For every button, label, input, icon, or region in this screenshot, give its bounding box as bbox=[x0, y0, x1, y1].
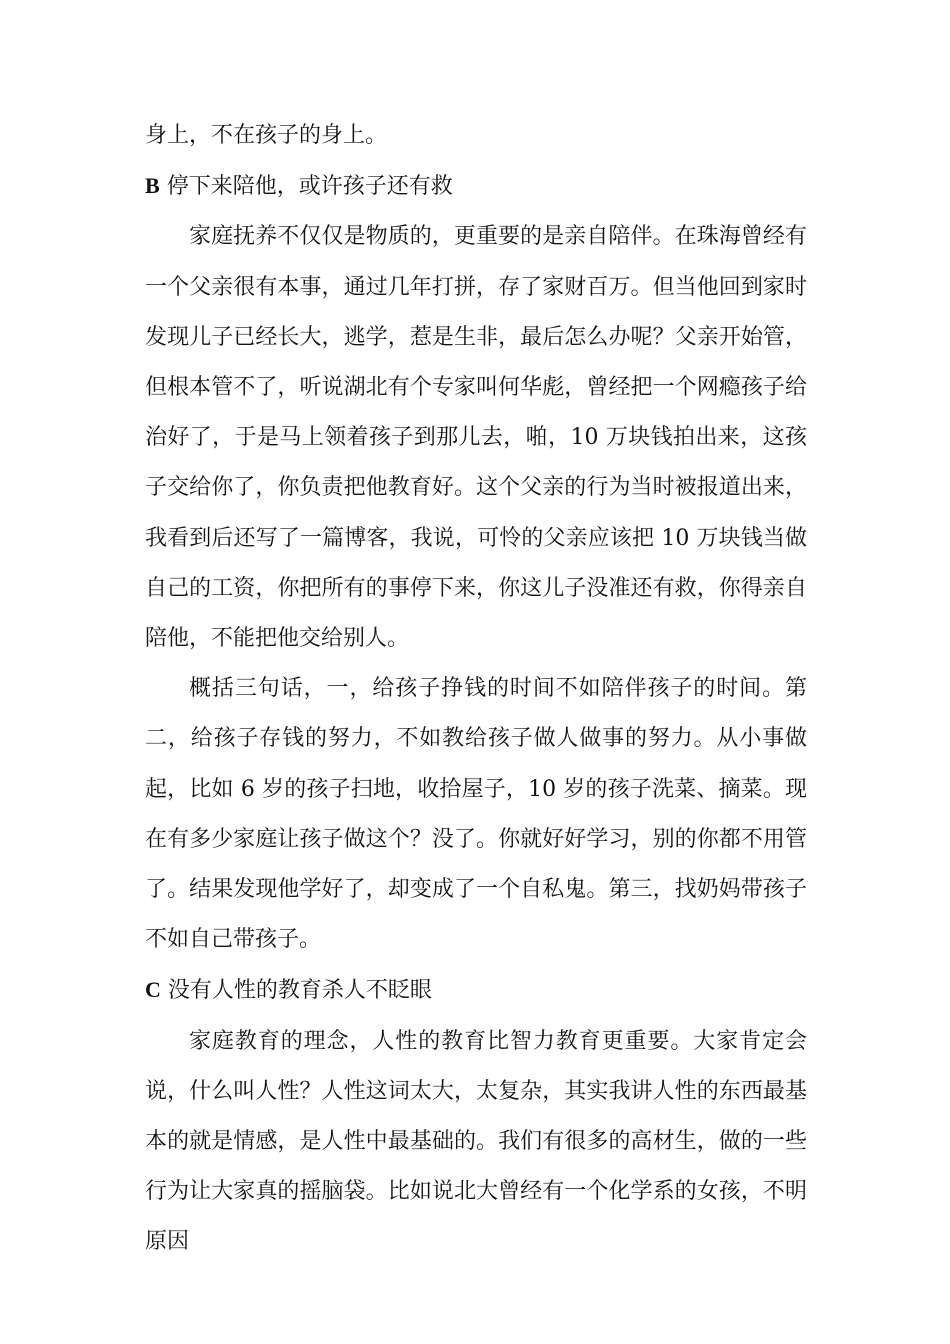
paragraph-continuation: 身上，不在孩子的身上。 bbox=[145, 123, 388, 148]
section-letter: B bbox=[145, 173, 160, 199]
document-body bbox=[145, 111, 807, 1268]
section-heading-c bbox=[145, 965, 807, 1016]
paragraph-body: 家庭抚养不仅仅是物质的，更重要的是亲自陪伴。在珠海曾经有一个父亲很有本事，通过几年打拼，存了家财百万。但当他回到家时发现儿子已经长大，逃学，惹是生非，最后怎么办呢？父亲开始管，但根本管不了，听说湖北有个专家叫何华彪，曾经把一个网瘾孩子给治好了，于是马上领着孩子到那儿去，啪，10 万块钱拍出来，这孩子交给你了，你负责把他教育好。这个父亲的行为当时被报道出来，我看到后还写了一篇博客，我说，可怜的父亲应该把 10 万块钱当做自己的工资，你把所有的事停下来，你这儿子没准还有救，你得亲自陪他，不能把他交给别人。 bbox=[145, 224, 807, 652]
paragraph-body: 概括三句话，一，给孩子挣钱的时间不如陪伴孩子的时间。第二，给孩子存钱的努力，不如教给孩子做人做事的努力。从小事做起，比如 6 岁的孩子扫地，收拾屋子，10 岁的孩子洗菜、摘菜。现在有多少家庭让孩子做这个？没了。你就好好学习，别的你都不用管了。结果发现他学好了，却变成了一个自私鬼。第三，找奶妈带孩子不如自己带孩子。 bbox=[145, 676, 807, 953]
section-letter: C bbox=[145, 977, 161, 1003]
section-heading-b bbox=[145, 161, 807, 212]
paragraph-body: 家庭教育的理念，人性的教育比智力教育更重要。大家肯定会说，什么叫人性？人性这词太大，太复杂，其实我讲人性的东西最基本的就是情感，是人性中最基础的。我们有很多的高材生，做的一些行为让大家真的摇脑袋。比如说北大曾经有一个化学系的女孩，不明原因 bbox=[145, 1028, 807, 1255]
section-title: 停下来陪他，或许孩子还有救 bbox=[166, 174, 453, 200]
section-title: 没有人性的教育杀人不眨眼 bbox=[167, 978, 432, 1004]
